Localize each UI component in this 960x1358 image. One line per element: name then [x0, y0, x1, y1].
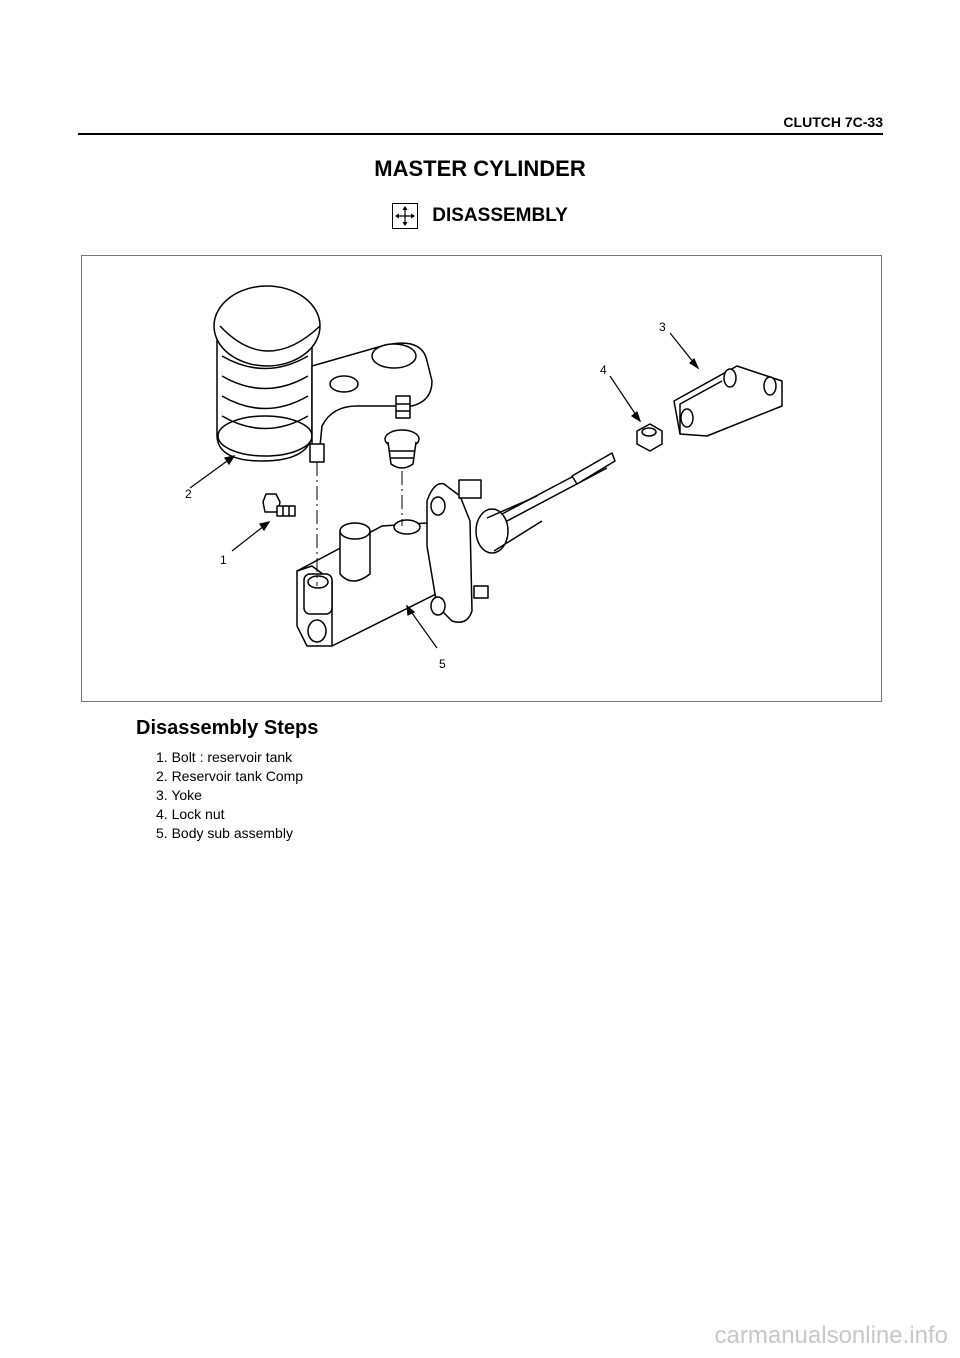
page-title: MASTER CYLINDER — [374, 156, 586, 181]
page-header: CLUTCH 7C-33 — [783, 114, 883, 130]
watermark: carmanualsonline.info — [714, 1322, 948, 1349]
body-sub-assembly-part — [297, 453, 615, 646]
grommet-part — [385, 430, 419, 468]
steps-list — [156, 748, 303, 843]
step-item: 4. Lock nut — [156, 806, 225, 822]
exploded-diagram — [81, 255, 882, 702]
header-rule — [78, 133, 883, 135]
step-item: 3. Yoke — [156, 787, 202, 803]
callout-2: 2 — [185, 487, 192, 501]
lock-nut-part — [637, 424, 662, 451]
yoke-part — [674, 366, 782, 436]
callout-3: 3 — [659, 320, 666, 334]
callout-4: 4 — [600, 363, 607, 377]
bolt-part — [263, 494, 295, 516]
callout-5: 5 — [439, 657, 446, 671]
callout-1: 1 — [220, 553, 227, 567]
exploded-diagram-drawing — [82, 256, 881, 701]
steps-title: Disassembly Steps — [136, 717, 319, 739]
step-item: 1. Bolt : reservoir tank — [156, 749, 293, 765]
section-heading — [0, 203, 960, 229]
step-item: 5. Body sub assembly — [156, 825, 293, 841]
section-title: DISASSEMBLY — [432, 205, 568, 226]
disassembly-arrows-icon — [392, 203, 418, 229]
step-item: 2. Reservoir tank Comp — [156, 768, 304, 784]
